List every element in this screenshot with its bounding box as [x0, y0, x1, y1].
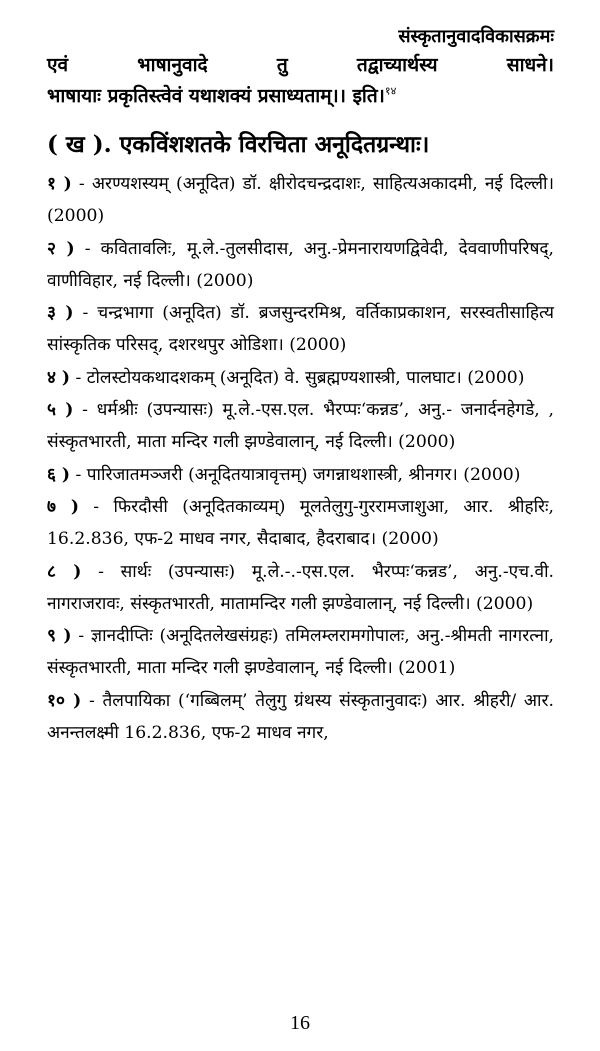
- bibliography-entry: [47, 394, 554, 459]
- entry-number: ३ ): [47, 303, 74, 324]
- bibliography-entry: [47, 685, 554, 750]
- bibliography-entry: [47, 556, 554, 621]
- entry-number: १ ): [47, 174, 72, 194]
- bibliography-entry: [47, 620, 554, 685]
- bibliography-entry: [47, 297, 554, 362]
- bibliography-entry: [47, 459, 554, 491]
- bibliography-entry: [47, 491, 554, 556]
- entry-text: - अरण्यशस्यम् (अनूदित) डॉ. क्षीरोदचन्द्रदाशः, साहित्यअकादमी, नई दिल्ली। (2000): [47, 174, 554, 227]
- entry-text: - ज्ञानदीप्तिः (अनूदितलेखसंग्रहः) तमिलम्लरामगोपालः, अनु.-श्रीमती नागरत्ना, संस्कृतभारती, माता मन्दिर गली झण्डेवालान्, नई दिल्ली। (2001): [47, 626, 554, 679]
- entry-number: ५ ): [47, 400, 74, 421]
- entry-number: ९ ): [47, 626, 72, 647]
- entry-number: ७ ): [47, 496, 79, 517]
- entry-number: ८ ): [47, 561, 82, 582]
- entry-text: - कवितावलिः, मू.ले.-तुलसीदास, अनु.-प्रेमनारायणद्विवेदी, देववाणीपरिषद्, वाणीविहार, नई दिल्ली। (2000): [47, 238, 554, 291]
- entry-number: २ ): [47, 238, 75, 259]
- page-number: 16: [290, 1012, 310, 1034]
- bibliography-entry: [47, 233, 554, 298]
- entry-number: ६ ): [47, 464, 71, 485]
- verse-line-2: [47, 81, 554, 112]
- section-heading: ( ख ). एकविंशशतके विरचिता अनूदितग्रन्थाः।: [47, 131, 430, 158]
- entry-text: - सार्थः (उपन्यासः) मू.ले.-.-एस.एल. भैरप्पः‘कन्नड’, अनु.-एच.वी. नागराजरावः, संस्कृतभारती, मातामन्दिर गली झण्डेवालान्, नई दिल्ली। (2000): [47, 561, 554, 614]
- entry-text: - धर्मश्रीः (उपन्यासः) मू.ले.-एस.एल. भैरप्पः‘कन्नड’, अनु.- जनार्दनहेगडे, , संस्कृतभारती, माता मन्दिर गली झण्डेवालान्, नई दिल्ली। (2000): [47, 400, 554, 453]
- entry-number: १० ): [47, 690, 82, 711]
- bibliography-entry: [47, 168, 554, 233]
- bibliography-list: [47, 168, 554, 749]
- entry-text: - पारिजातमञ्जरी (अनूदितयात्रावृत्तम्) जगन्नाथशास्त्री, श्रीनगर। (2000): [70, 464, 521, 485]
- verse-line-1: एवं भाषानुवादे तु तद्वाच्यार्थस्य साधने।: [47, 54, 554, 76]
- verse-block: [47, 50, 554, 112]
- footnote-reference[interactable]: १४: [384, 84, 397, 98]
- entry-number: ४ ): [47, 367, 71, 388]
- running-head: संस्कृतानुवादविकासक्रमः: [398, 26, 554, 47]
- entry-text: - टोलस्टोयकथादशकम् (अनूदित) वे. सुब्रह्मण्यशास्त्री, पालघाट। (2000): [70, 367, 525, 388]
- bibliography-entry: [47, 362, 554, 394]
- entry-text: - फिरदौसी (अनूदितकाव्यम्) मूलतेलुगु-गुररामजाशुआ, आर. श्रीहरिः, 16.2.836, एफ-2 माधव नगर, सैदाबाद, हैदराबाद। (2000): [47, 496, 554, 550]
- entry-text: - चन्द्रभागा (अनूदित) डॉ. ब्रजसुन्दरमिश्र, वर्तिकाप्रकाशन, सरस्वतीसाहित्य सांस्कृतिक परिसद्, दशरथपुर ओडिशा। (2000): [47, 303, 555, 356]
- entry-text: - तैलपायिका (‘गब्बिलम्’ तेलुगु ग्रंथस्य संस्कृतानुवादः) आर. श्रीहरी/ आर. अनन्तलक्ष्मी 16.2.836, एफ-2 माधव नगर,: [47, 690, 554, 744]
- verse-line-2-text: भाषायाः प्रकृतिस्त्वेवं यथाशक्यं प्रसाध्यताम्।। इति।: [47, 85, 385, 107]
